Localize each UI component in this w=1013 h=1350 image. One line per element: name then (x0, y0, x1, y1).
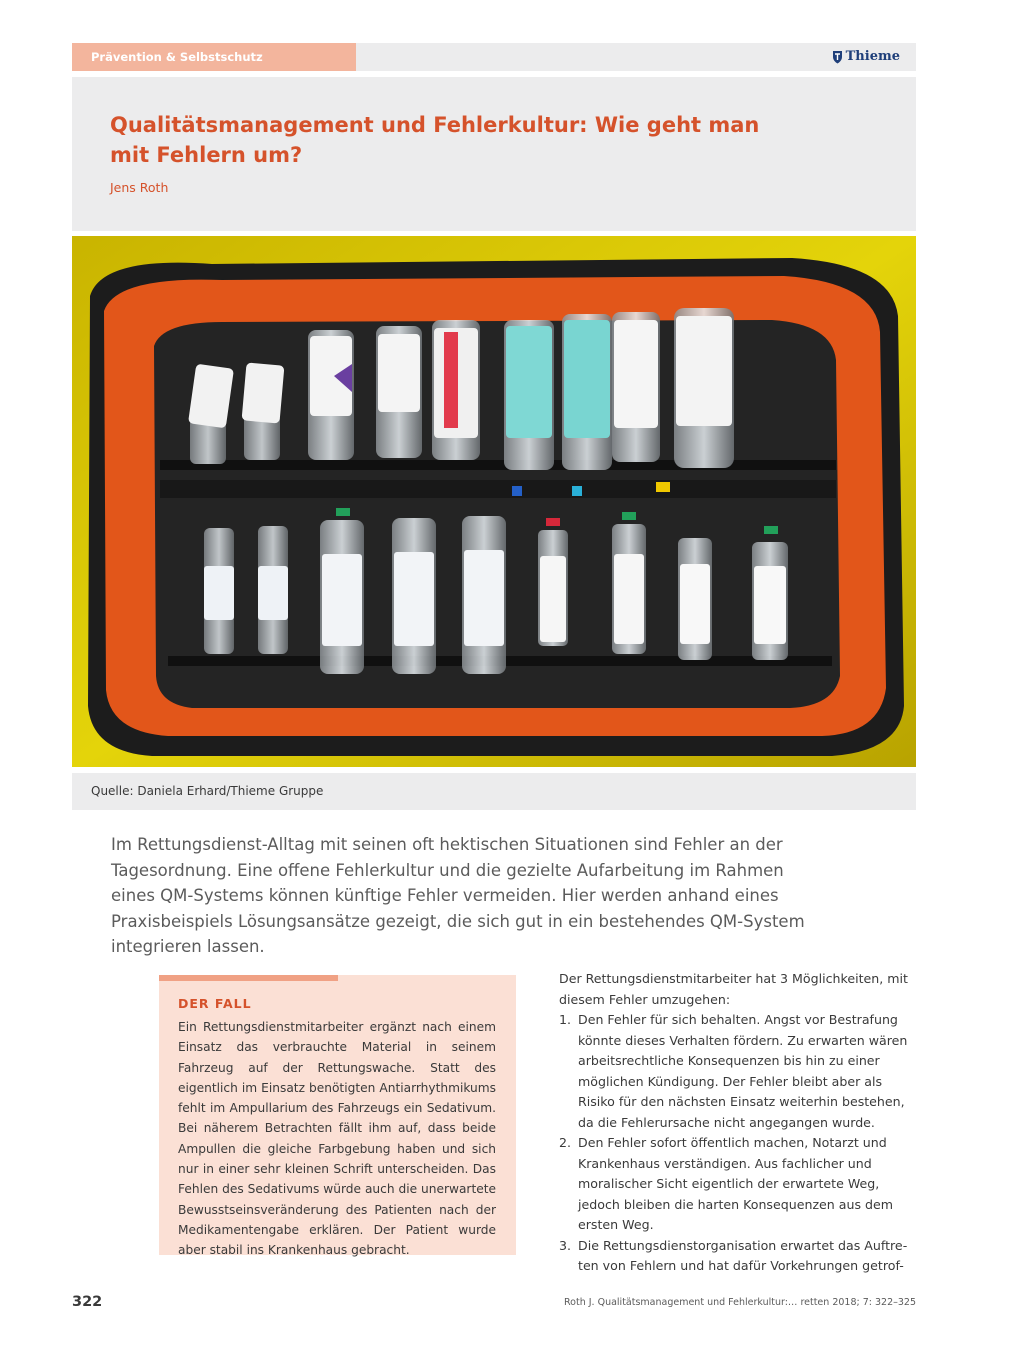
case-heading: DER FALL (178, 996, 252, 1011)
ampoule-case-photo (72, 236, 916, 767)
list-item (559, 1133, 916, 1236)
list-item (559, 1010, 916, 1133)
figure-caption: Quelle: Daniela Erhard/Thieme Gruppe (91, 784, 324, 798)
publisher-logo (832, 49, 900, 64)
body-column-right (559, 969, 916, 1277)
list-item-text: Den Fehler für sich behalten. Angst vor Bestrafung könnte dieses Verhalten fördern. Zu erwarten wären arbeitsrechtliche Konsequenzen bis hin zu einer möglichen Kündigung. Der Fehler bleibt aber als Risiko für den nächsten Einsatz weiterhin bestehen, da die Fehlerursache nicht angegangen wurde. (578, 1012, 908, 1130)
article-abstract: Im Rettungsdienst-Alltag mit seinen oft hektischen Situationen sind Fehler an der Tagesordnung. Eine offene Fehlerkultur und die gezielte Aufarbeitung im Rahmen eines QM-Systems können künftige Fehler vermeiden. Hier werden anhand eines Praxisbeispiels Lösungsansätze gezeigt, die sich gut in ein bestehendes QM-System integrieren lassen. (111, 835, 805, 956)
list-item-text: Die Rettungsdienstorganisation erwartet das Auftreten von Fehlern und hat dafür Vorkehrungen getrof- (578, 1237, 908, 1273)
footer-citation: Roth J. Qualitätsmanagement und Fehlerkultur:… retten 2018; 7: 322–325 (564, 1297, 916, 1308)
list-item-number: 3. (559, 1237, 572, 1253)
options-list (559, 1010, 916, 1277)
case-box-accent (159, 975, 338, 981)
page-number: 322 (72, 1294, 103, 1310)
figure-caption-box (72, 773, 916, 810)
thieme-emblem-icon (832, 50, 843, 64)
article-photo (72, 236, 916, 767)
publisher-name: Thieme (845, 49, 900, 64)
header-bar (72, 43, 916, 71)
body-intro: Der Rettungsdienstmitarbeiter hat 3 Möglichkeiten, mit diesem Fehler umzugehen: (559, 971, 908, 1007)
article-author: Jens Roth (110, 180, 169, 195)
list-item (559, 1236, 916, 1277)
list-item-number: 1. (559, 1012, 572, 1027)
case-box (159, 975, 516, 1258)
case-text: Ein Rettungsdienstmitarbeiter ergänzt nach einem Einsatz das verbrauchte Material in seinem Fahrzeug auf der Rettungswache. Statt des eigentlich im Einsatz benötigten Antiarrhythmikums fehlt im Ampullarium des Fahrzeugs ein Sedativum. Bei näherem Betrachten fällt ihm auf, dass beide Ampullen die gleiche Farbgebung haben und sich nur in einer sehr kleinen Schrift unterscheiden. Das Fehlen des Sedativums würde auch die unerwartete Bewusstseinsveränderung des Patienten nach der Medikamentengabe erklären. Der Patient wurde aber stabil ins Krankenhaus gebracht. (178, 1020, 496, 1258)
list-item-text: Den Fehler sofort öffentlich machen, Notarzt und Krankenhaus verständigen. Aus fachlicher und moralischer Sicht eigentlich der erwartete Weg, jedoch bleiben die harten Konsequenzen aus dem ersten Weg. (578, 1135, 894, 1232)
list-item-number: 2. (559, 1135, 572, 1150)
article-title: Qualitätsmanagement und Fehlerkultur: Wie geht man mit Fehlern um? (110, 113, 760, 167)
section-tag: Prävention & Selbstschutz (72, 43, 356, 71)
title-box (72, 77, 916, 231)
